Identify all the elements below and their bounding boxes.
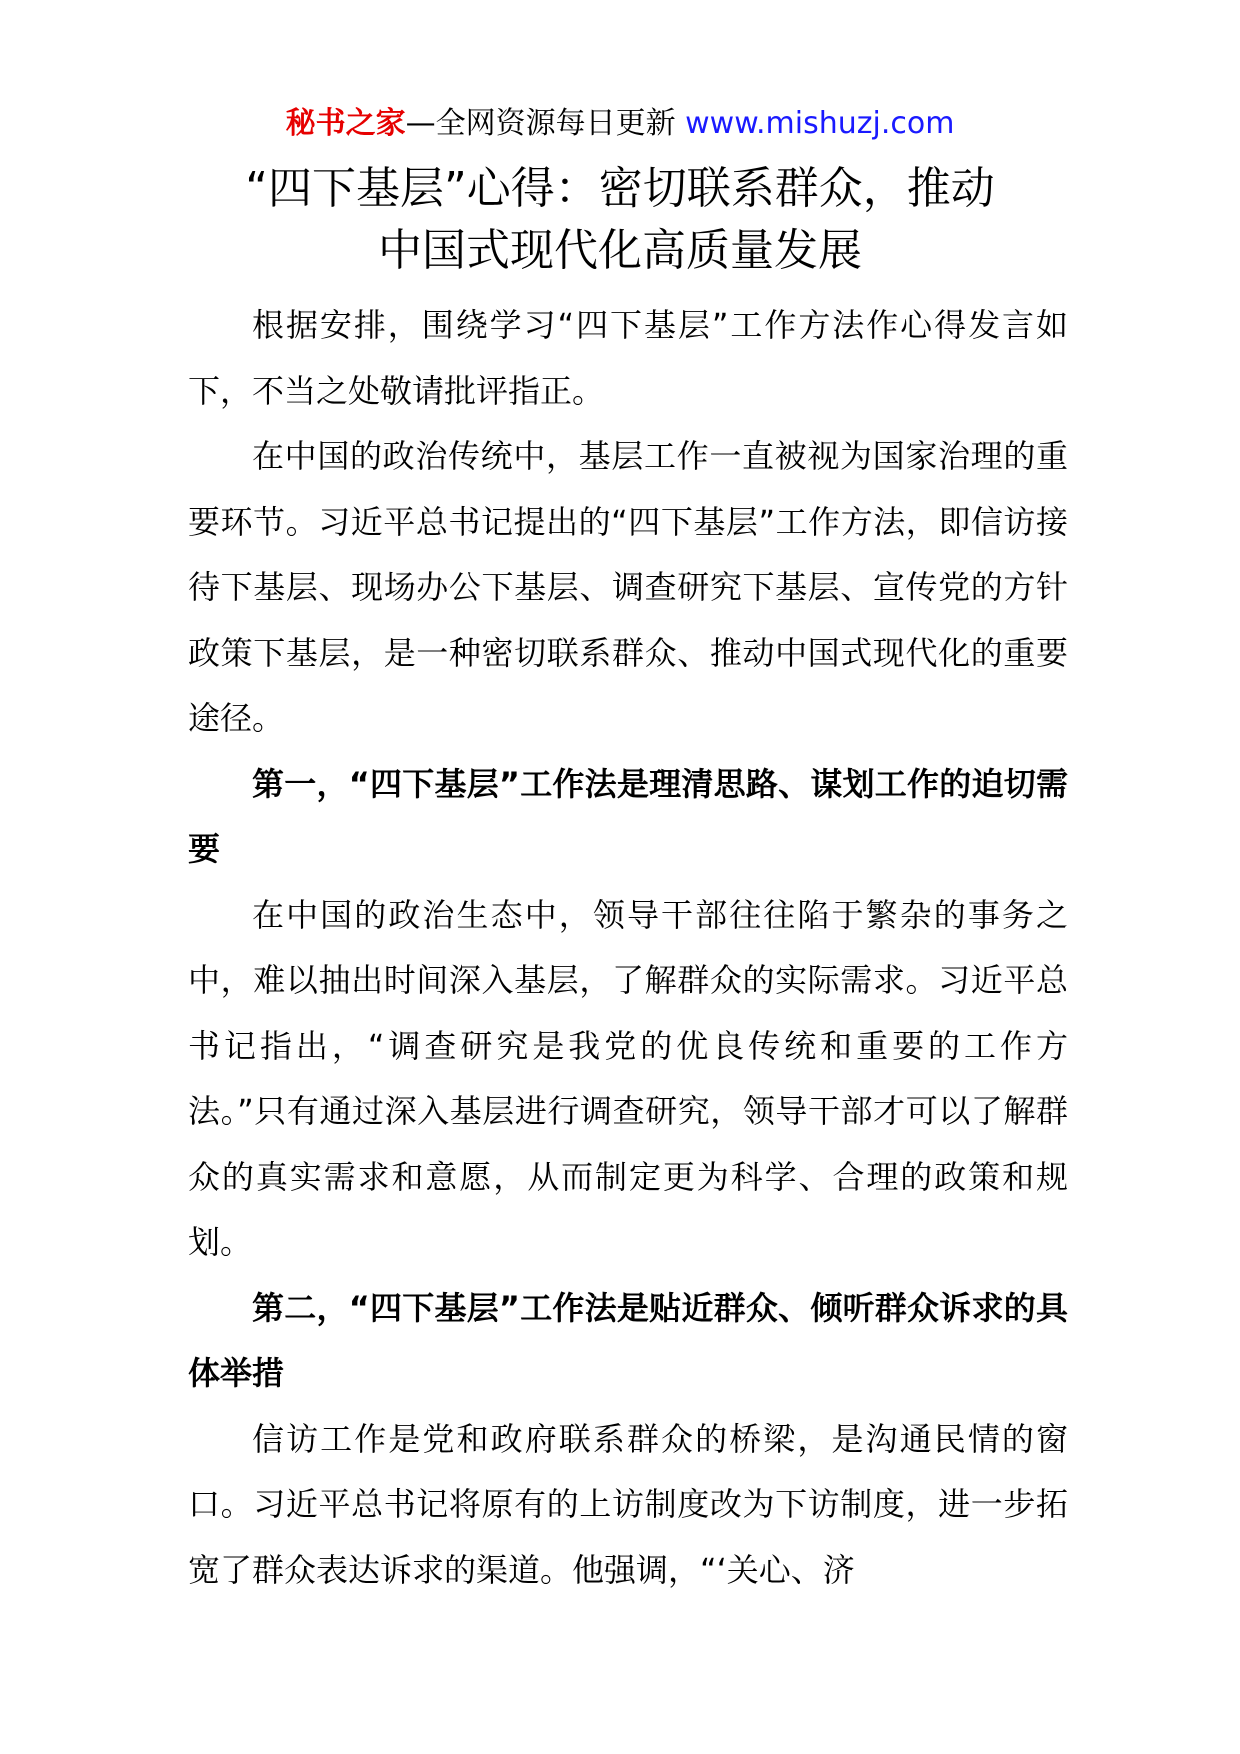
section-heading-2: 第二，“四下基层”工作法是贴近群众、倾听群众诉求的具体举措 <box>188 1288 1068 1392</box>
section-heading-1: 第一，“四下基层”工作法是理清思路、谋划工作的迫切需要 <box>188 764 1068 868</box>
site-tagline: —全网资源每日更新 <box>405 106 686 141</box>
paragraph-intro: 根据安排，围绕学习“四下基层”工作方法作心得发言如下，不当之处敬请批评指正。 <box>188 306 1068 410</box>
site-header <box>0 102 1240 146</box>
site-brand: 秘书之家 <box>285 106 406 141</box>
title-line-2: 中国式现代化高质量发展 <box>378 225 862 276</box>
document-title <box>150 158 1090 282</box>
document-body <box>188 293 1068 1603</box>
paragraph-background: 在中国的政治传统中，基层工作一直被视为国家治理的重要环节。习近平总书记提出的“四下基层”工作方法，即信访接待下基层、现场办公下基层、调查研究下基层、宣传党的方针政策下基层，是一种密切联系群众、推动中国式现代化的重要途径。 <box>188 437 1068 737</box>
paragraph-section-1: 在中国的政治生态中，领导干部往往陷于繁杂的事务之中，难以抽出时间深入基层，了解群众的实际需求。习近平总书记指出，“调查研究是我党的优良传统和重要的工作方法。”只有通过深入基层进行调查研究，领导干部才可以了解群众的真实需求和意愿，从而制定更为科学、合理的政策和规划。 <box>188 895 1068 1261</box>
site-url: www.mishuzj.com <box>685 106 955 141</box>
paragraph-section-2: 信访工作是党和政府联系群众的桥梁，是沟通民情的窗口。习近平总书记将原有的上访制度改为下访制度，进一步拓宽了群众表达诉求的渠道。他强调，“‘关心、济 <box>188 1419 1068 1589</box>
title-line-1: “四下基层”心得：密切联系群众，推动 <box>245 163 995 214</box>
